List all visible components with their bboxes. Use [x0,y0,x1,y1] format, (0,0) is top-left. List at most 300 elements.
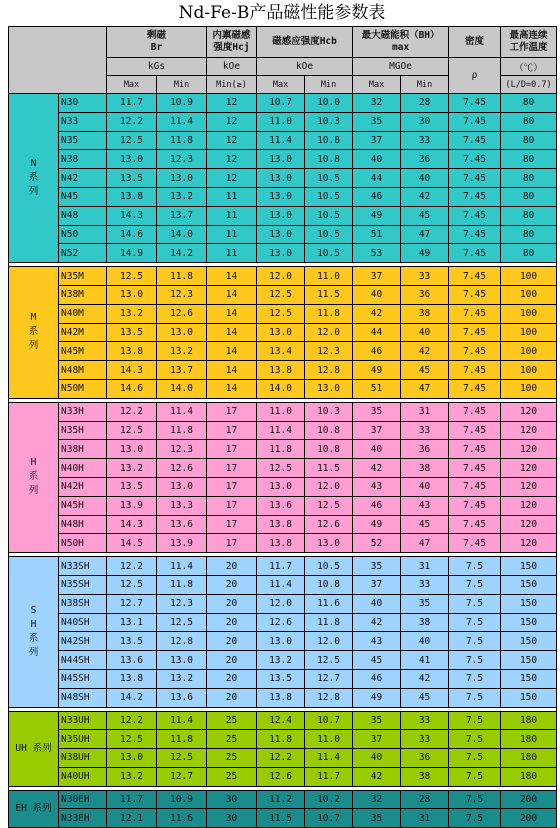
table-row [9,477,557,496]
value-cell: 20 [207,613,257,632]
value-cell: 120 [501,477,557,496]
value-cell: 12.5 [305,496,353,515]
value-cell: 80 [501,94,557,113]
value-cell: 12.3 [157,150,207,169]
value-cell: 37 [353,575,401,594]
value-cell: 13.2 [157,187,207,206]
value-cell: 53 [353,244,401,263]
value-cell: 49 [353,361,401,380]
value-cell: 11.4 [157,112,207,131]
value-cell: 13.8 [107,342,157,361]
value-cell: 33 [401,131,449,150]
value-cell: 17 [207,515,257,534]
value-cell: 11 [207,225,257,244]
value-cell: 13.0 [157,169,207,188]
value-cell: 20 [207,594,257,613]
value-cell: 14.5 [107,534,157,553]
grade-cell: N45M [59,342,107,361]
value-cell: 10.8 [305,150,353,169]
value-cell: 100 [501,342,557,361]
value-cell: 13.6 [157,515,207,534]
value-cell: 7.5 [449,651,501,670]
value-cell: 13.0 [107,440,157,459]
value-cell: 20 [207,669,257,688]
value-cell: 150 [501,613,557,632]
value-cell: 12.5 [107,730,157,749]
value-cell: 42 [401,342,449,361]
value-cell: 11.8 [257,730,305,749]
value-cell: 7.45 [449,459,501,478]
value-cell: 13.2 [107,304,157,323]
value-cell: 12.0 [305,632,353,651]
value-cell: 10.9 [157,94,207,113]
value-cell: 11.8 [157,575,207,594]
value-cell: 12.7 [107,594,157,613]
table-row [9,767,557,786]
table-row [9,790,557,809]
value-cell: 28 [401,790,449,809]
value-cell: 42 [353,613,401,632]
value-cell: 49 [401,244,449,263]
value-cell: 14.3 [107,206,157,225]
value-cell: 42 [353,459,401,478]
value-cell: 10.5 [305,557,353,576]
value-cell: 13.0 [257,169,305,188]
value-cell: 43 [353,477,401,496]
grade-cell: N35H [59,421,107,440]
table-row [9,361,557,380]
value-cell: 12.0 [305,323,353,342]
value-cell: 14 [207,304,257,323]
value-cell: 49 [353,515,401,534]
value-cell: 13.8 [257,688,305,707]
value-cell: 13.8 [107,669,157,688]
grade-cell: N33 [59,112,107,131]
value-cell: 10.8 [305,440,353,459]
value-cell: 13.6 [107,651,157,670]
value-cell: 7.45 [449,225,501,244]
value-cell: 13.8 [257,515,305,534]
value-cell: 13.5 [107,323,157,342]
value-cell: 7.45 [449,342,501,361]
unit-density: ρ [449,58,501,94]
value-cell: 13.0 [257,187,305,206]
value-cell: 180 [501,767,557,786]
value-cell: 43 [401,496,449,515]
value-cell: 80 [501,244,557,263]
value-cell: 33 [401,575,449,594]
value-cell: 7.5 [449,632,501,651]
grade-cell: N45 [59,187,107,206]
value-cell: 7.45 [449,150,501,169]
value-cell: 12.5 [157,749,207,768]
value-cell: 7.45 [449,112,501,131]
value-cell: 12.8 [305,688,353,707]
value-cell: 12.5 [305,651,353,670]
value-cell: 10.7 [305,711,353,730]
value-cell: 7.45 [449,379,501,398]
value-cell: 7.45 [449,421,501,440]
value-cell: 11.4 [257,421,305,440]
value-cell: 13.0 [257,150,305,169]
value-cell: 46 [353,187,401,206]
value-cell: 12.3 [305,342,353,361]
value-cell: 13.0 [257,225,305,244]
value-cell: 12.1 [107,809,157,828]
value-cell: 25 [207,749,257,768]
value-cell: 100 [501,285,557,304]
series-label: N 系 列 [9,94,59,263]
value-cell: 7.45 [449,534,501,553]
value-cell: 42 [353,767,401,786]
value-cell: 13.1 [107,613,157,632]
subheader-temp-note: (L/D=0.7) [501,76,557,94]
value-cell: 12 [207,94,257,113]
value-cell: 10.5 [305,169,353,188]
value-cell: 180 [501,730,557,749]
value-cell: 10.8 [305,131,353,150]
value-cell: 33 [401,711,449,730]
grade-cell: N50H [59,534,107,553]
value-cell: 7.45 [449,187,501,206]
value-cell: 7.5 [449,767,501,786]
grade-cell: N45H [59,496,107,515]
value-cell: 7.5 [449,749,501,768]
header-br: 剩磁 Br [107,27,207,58]
value-cell: 12.7 [305,669,353,688]
value-cell: 13.0 [257,206,305,225]
header-hcb: 磁感应强度Hcb [257,27,353,58]
value-cell: 14.9 [107,244,157,263]
value-cell: 36 [401,285,449,304]
value-cell: 12.6 [157,459,207,478]
value-cell: 35 [353,112,401,131]
value-cell: 40 [353,440,401,459]
value-cell: 13.0 [107,150,157,169]
value-cell: 120 [501,515,557,534]
table-row [9,730,557,749]
value-cell: 17 [207,534,257,553]
value-cell: 38 [401,767,449,786]
series-label: M 系 列 [9,267,59,399]
value-cell: 35 [353,711,401,730]
value-cell: 150 [501,669,557,688]
table-row [9,440,557,459]
subheader-hcb-max: Max [257,76,305,94]
value-cell: 11.4 [305,749,353,768]
value-cell: 13.6 [157,688,207,707]
value-cell: 33 [401,421,449,440]
value-cell: 7.45 [449,267,501,286]
value-cell: 14 [207,379,257,398]
value-cell: 11.6 [157,809,207,828]
table-row [9,669,557,688]
grade-cell: N30EH [59,790,107,809]
unit-br: kGs [107,58,207,76]
value-cell: 11.8 [257,440,305,459]
value-cell: 13.4 [257,342,305,361]
subheader-br-max: Max [107,76,157,94]
table-row [9,613,557,632]
value-cell: 11.8 [305,304,353,323]
value-cell: 100 [501,323,557,342]
value-cell: 37 [353,730,401,749]
value-cell: 12.2 [257,749,305,768]
value-cell: 7.45 [449,244,501,263]
value-cell: 11 [207,244,257,263]
value-cell: 13.0 [305,534,353,553]
value-cell: 12.2 [107,557,157,576]
value-cell: 150 [501,688,557,707]
value-cell: 12.8 [305,361,353,380]
value-cell: 13.5 [257,669,305,688]
value-cell: 10.2 [305,790,353,809]
table-row [9,749,557,768]
value-cell: 7.5 [449,557,501,576]
value-cell: 7.5 [449,594,501,613]
value-cell: 51 [353,379,401,398]
value-cell: 14 [207,267,257,286]
grade-cell: N35M [59,267,107,286]
value-cell: 13.7 [157,361,207,380]
value-cell: 10.3 [305,402,353,421]
value-cell: 25 [207,730,257,749]
value-cell: 11.4 [257,575,305,594]
value-cell: 11.2 [257,790,305,809]
value-cell: 17 [207,477,257,496]
value-cell: 200 [501,809,557,828]
table-row [9,379,557,398]
value-cell: 31 [401,402,449,421]
table-row [9,594,557,613]
value-cell: 11.4 [257,131,305,150]
value-cell: 13.0 [257,632,305,651]
value-cell: 13.2 [107,459,157,478]
unit-temp: （℃） [501,58,557,76]
value-cell: 40 [401,323,449,342]
value-cell: 7.45 [449,440,501,459]
grade-cell: N48H [59,515,107,534]
value-cell: 40 [353,749,401,768]
table-row [9,534,557,553]
table-row [9,150,557,169]
value-cell: 7.45 [449,323,501,342]
value-cell: 11.8 [305,613,353,632]
value-cell: 14 [207,342,257,361]
value-cell: 13.9 [107,496,157,515]
value-cell: 25 [207,711,257,730]
value-cell: 10.5 [305,187,353,206]
value-cell: 36 [401,749,449,768]
value-cell: 35 [401,594,449,613]
value-cell: 7.45 [449,169,501,188]
value-cell: 52 [353,534,401,553]
value-cell: 40 [353,150,401,169]
value-cell: 43 [353,632,401,651]
subheader-br-min: Min [157,76,207,94]
value-cell: 12.6 [257,613,305,632]
value-cell: 13.0 [157,323,207,342]
value-cell: 7.5 [449,809,501,828]
value-cell: 13.8 [257,361,305,380]
value-cell: 150 [501,575,557,594]
value-cell: 13.6 [257,496,305,515]
value-cell: 13.0 [107,749,157,768]
value-cell: 42 [401,187,449,206]
value-cell: 14.0 [257,379,305,398]
value-cell: 12.0 [257,267,305,286]
value-cell: 51 [353,225,401,244]
subheader-bh-min: Min [401,76,449,94]
grade-cell: N40UH [59,767,107,786]
table-row [9,206,557,225]
unit-bh: MGOe [353,58,449,76]
value-cell: 11.8 [157,131,207,150]
grade-cell: N45SH [59,669,107,688]
value-cell: 12.5 [107,131,157,150]
value-cell: 11.0 [257,112,305,131]
value-cell: 11.8 [157,421,207,440]
value-cell: 31 [401,557,449,576]
value-cell: 12 [207,131,257,150]
value-cell: 7.5 [449,730,501,749]
value-cell: 14.0 [157,225,207,244]
value-cell: 11 [207,206,257,225]
value-cell: 11.8 [157,730,207,749]
value-cell: 150 [501,651,557,670]
table-row [9,632,557,651]
value-cell: 11.6 [305,594,353,613]
table-row [9,169,557,188]
value-cell: 10.5 [305,206,353,225]
value-cell: 100 [501,379,557,398]
value-cell: 11.0 [257,402,305,421]
table-row [9,557,557,576]
grade-cell: N48SH [59,688,107,707]
value-cell: 100 [501,304,557,323]
series-label: UH 系列 [9,711,59,786]
value-cell: 12.2 [107,711,157,730]
value-cell: 12.3 [157,440,207,459]
subheader-bh-max: Max [353,76,401,94]
grade-cell: N42M [59,323,107,342]
value-cell: 30 [207,809,257,828]
value-cell: 12.4 [257,711,305,730]
value-cell: 30 [207,790,257,809]
value-cell: 10.7 [305,809,353,828]
value-cell: 10.8 [305,575,353,594]
grade-cell: N38M [59,285,107,304]
value-cell: 12.0 [257,594,305,613]
table-row [9,515,557,534]
value-cell: 12.3 [157,285,207,304]
grade-cell: N52 [59,244,107,263]
value-cell: 7.45 [449,515,501,534]
value-cell: 13.0 [257,323,305,342]
value-cell: 13.3 [157,496,207,515]
value-cell: 35 [353,557,401,576]
value-cell: 12 [207,169,257,188]
grade-cell: N30 [59,94,107,113]
grade-cell: N50M [59,379,107,398]
value-cell: 13.8 [107,187,157,206]
value-cell: 80 [501,225,557,244]
subheader-hcj-min: Min(≥) [207,76,257,94]
table-row [9,575,557,594]
value-cell: 7.5 [449,669,501,688]
value-cell: 7.45 [449,285,501,304]
value-cell: 37 [353,131,401,150]
value-cell: 25 [207,767,257,786]
value-cell: 20 [207,575,257,594]
grade-cell: N35UH [59,730,107,749]
value-cell: 49 [353,206,401,225]
value-cell: 12.6 [257,767,305,786]
value-cell: 12 [207,112,257,131]
unit-hcj: kOe [207,58,257,76]
value-cell: 14 [207,323,257,342]
grade-cell: N40H [59,459,107,478]
value-cell: 45 [401,361,449,380]
value-cell: 13.0 [107,285,157,304]
value-cell: 7.5 [449,575,501,594]
corner-cell [9,27,107,94]
value-cell: 150 [501,557,557,576]
value-cell: 7.45 [449,361,501,380]
value-cell: 45 [353,651,401,670]
value-cell: 80 [501,131,557,150]
value-cell: 40 [353,594,401,613]
value-cell: 12.0 [305,477,353,496]
grade-cell: N42SH [59,632,107,651]
value-cell: 32 [353,94,401,113]
value-cell: 38 [401,459,449,478]
value-cell: 180 [501,711,557,730]
value-cell: 12.6 [305,515,353,534]
header-density: 密度 [449,27,501,58]
value-cell: 13.0 [157,477,207,496]
value-cell: 14 [207,361,257,380]
value-cell: 40 [401,169,449,188]
table-row [9,651,557,670]
value-cell: 12.2 [107,402,157,421]
value-cell: 7.45 [449,496,501,515]
value-cell: 120 [501,440,557,459]
table-row [9,94,557,113]
value-cell: 13.5 [107,477,157,496]
value-cell: 180 [501,749,557,768]
value-cell: 7.45 [449,402,501,421]
value-cell: 12.2 [107,112,157,131]
series-label: H 系 列 [9,402,59,552]
value-cell: 120 [501,496,557,515]
value-cell: 12.5 [257,459,305,478]
value-cell: 28 [401,94,449,113]
table-row [9,131,557,150]
value-cell: 11.4 [157,711,207,730]
value-cell: 10.8 [305,421,353,440]
value-cell: 10.3 [305,112,353,131]
value-cell: 12.5 [157,613,207,632]
value-cell: 13.7 [157,206,207,225]
value-cell: 17 [207,421,257,440]
value-cell: 13.0 [257,244,305,263]
value-cell: 10.0 [305,94,353,113]
value-cell: 12.6 [157,304,207,323]
header-bh: 最大磁能积（BH） max [353,27,449,58]
page-title: Nd-Fe-B产品磁性能参数表 [178,3,386,23]
value-cell: 7.45 [449,131,501,150]
